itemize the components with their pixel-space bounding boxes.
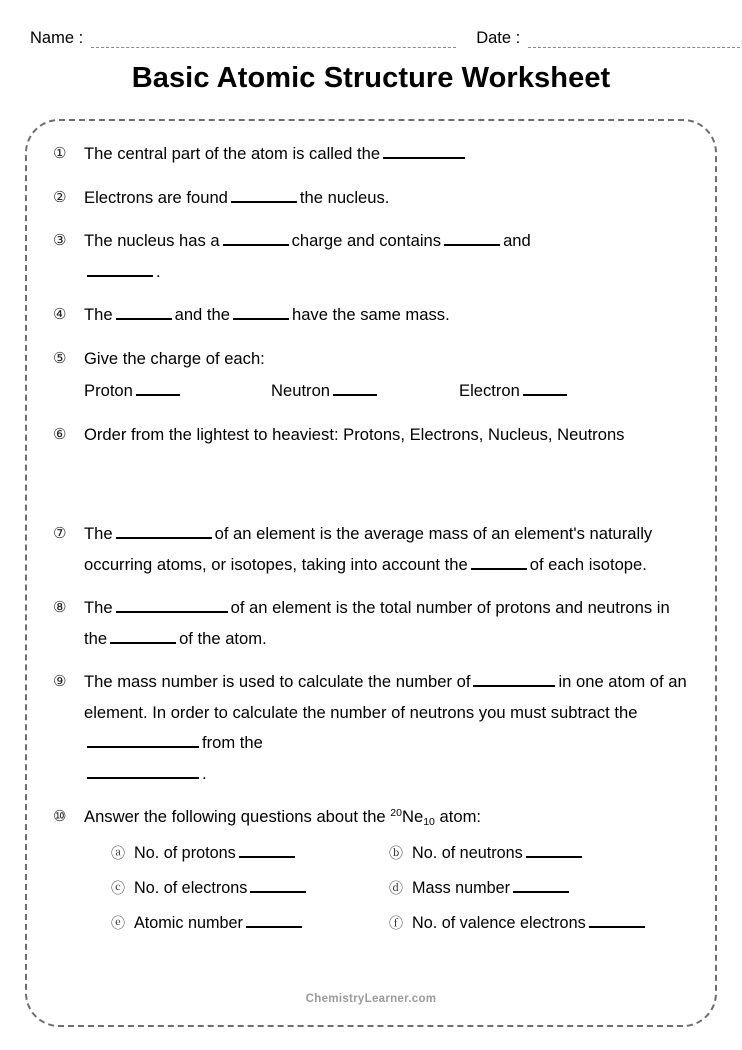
question-8 [47,593,695,654]
question-8-body [84,593,695,654]
question-10-body [84,802,695,944]
name-label: Name : [30,29,84,47]
question-5-body [84,344,695,407]
question-7-marker: ⑦ [53,525,67,542]
subitem-e [111,909,389,937]
charge-electron-label: Electron [459,381,520,400]
question-1-text-a: The central part of the atom is called the [84,144,381,163]
subitem-a-blank[interactable] [239,843,295,858]
question-2-marker: ② [53,188,67,206]
question-9-blank-3[interactable] [87,764,199,779]
subitem-d [389,874,695,902]
question-7-text-a: The [84,524,113,543]
subitem-b-marker: ⓑ [389,844,403,861]
question-7-blank-1[interactable] [116,524,212,539]
question-4-text-b: and the [174,305,230,324]
subitem-b-label: No. of neutrons [412,843,523,862]
subitem-f-marker: ⓕ [389,914,403,931]
isotope-mass-number: 20 [390,807,402,819]
question-10-subitems [84,839,695,937]
subitem-c-marker: ⓒ [111,879,125,896]
question-2-text-a: Electrons are found [84,187,228,207]
question-3 [47,226,695,287]
question-3-text-b: charge and contains [291,231,442,250]
question-4-blank-1[interactable] [116,305,172,320]
question-9-text-a: The mass number is used to calculate the number of [84,672,471,691]
question-3-marker: ③ [53,232,67,249]
question-3-text-c: and [503,231,531,250]
question-6-marker: ⑥ [53,425,67,443]
question-7 [47,519,695,580]
question-4-marker: ④ [53,306,67,323]
question-6-answer-space[interactable] [84,450,695,506]
question-10-text-a: Answer the following questions about the [84,807,386,826]
question-5 [47,344,695,407]
subitem-a-marker: ⓐ [111,844,125,861]
name-input[interactable] [91,32,456,48]
charge-proton-blank[interactable] [136,381,180,396]
question-3-text-a: The nucleus has a [84,231,220,250]
subitem-row-2 [111,874,695,902]
question-4-body [84,300,695,331]
charge-neutron [271,376,459,407]
date-input[interactable] [528,32,740,48]
date-label: Date : [476,29,521,47]
question-3-blank-1[interactable] [223,231,289,246]
question-5-charge-row [84,376,695,407]
question-10-text-b: atom: [439,807,482,826]
question-6 [47,420,695,507]
subitem-row-3 [111,909,695,937]
question-8-text-c: of the atom. [179,628,267,648]
charge-proton-label: Proton [84,381,133,400]
question-2 [47,183,695,214]
question-10-prompt [84,802,695,833]
subitem-e-marker: ⓔ [111,914,125,931]
question-4-text-a: The [84,305,113,324]
question-1 [47,139,695,170]
subitem-c [111,874,389,902]
question-9 [47,667,695,789]
subitem-f-blank[interactable] [589,913,645,928]
question-10 [47,802,695,944]
date-field-group [476,29,740,48]
subitem-d-blank[interactable] [513,878,569,893]
question-6-text-a: Order from the lightest to heaviest: Protons, Electrons, Nucleus, Neutrons [84,424,625,444]
question-7-blank-2[interactable] [471,555,527,570]
subitem-b-blank[interactable] [526,843,582,858]
question-9-text-b: in one atom of an element. In order to calculate the number of neutrons you must subtract the [84,672,687,722]
site-watermark: ChemistryLearner.com [305,993,437,1005]
question-5-text-a: Give the charge of each: [84,348,265,368]
question-8-marker: ⑧ [53,599,67,616]
question-6-body [84,420,695,507]
charge-neutron-label: Neutron [271,381,331,400]
subitem-e-blank[interactable] [246,913,302,928]
question-9-blank-1[interactable] [473,672,555,687]
question-8-text-b: of an element is the total number of protons and neutrons in the [84,598,670,648]
subitem-d-marker: ⓓ [389,879,403,896]
question-2-blank-1[interactable] [231,188,297,203]
subitem-d-label: Mass number [412,878,511,897]
question-3-text-d: . [156,261,161,281]
question-9-marker: ⑨ [53,673,67,690]
name-field-group [30,29,456,48]
question-3-body [84,226,695,287]
question-2-body [84,183,695,214]
subitem-e-label: Atomic number [134,913,243,932]
charge-electron [459,376,570,407]
charge-neutron-blank[interactable] [333,381,377,396]
question-1-blank-1[interactable] [383,144,465,159]
question-2-text-b: the nucleus. [299,187,390,207]
question-10-marker: ⑩ [53,808,67,825]
question-7-text-b: of an element is the average mass of an element's naturally occurring atoms, or isotopes, taking into account the [84,524,653,574]
isotope-atomic-number: 10 [423,816,435,828]
isotope-symbol: Ne [401,807,424,826]
question-8-blank-1[interactable] [116,598,228,613]
question-1-marker: ① [53,145,67,162]
charge-proton [84,376,271,407]
question-1-body [84,139,695,170]
subitem-row-1 [111,839,695,867]
subitem-c-label: No. of electrons [134,878,248,897]
subitem-f-label: No. of valence electrons [412,913,586,932]
page-title: Basic Atomic Structure Worksheet [131,62,611,94]
question-3-blank-3[interactable] [87,262,153,277]
subitem-b [389,839,695,867]
subitem-c-blank[interactable] [250,878,306,893]
subitem-f [389,909,695,937]
question-9-text-c: from the [202,733,263,752]
charge-electron-blank[interactable] [523,381,567,396]
question-4 [47,300,695,331]
question-7-text-c: of each isotope. [529,554,647,574]
question-4-blank-2[interactable] [233,305,289,320]
question-3-blank-2[interactable] [444,231,500,246]
question-9-text-d: . [202,763,207,783]
question-9-body [84,667,695,789]
question-5-marker: ⑤ [53,349,67,367]
question-8-text-a: The [84,598,113,617]
questions-container [25,119,717,1027]
question-7-body [84,519,695,580]
question-9-blank-2[interactable] [87,733,199,748]
question-4-text-c: have the same mass. [291,305,450,324]
header-fields [30,22,715,48]
subitem-a [111,839,389,867]
question-8-blank-2[interactable] [110,629,176,644]
subitem-a-label: No. of protons [134,843,236,862]
